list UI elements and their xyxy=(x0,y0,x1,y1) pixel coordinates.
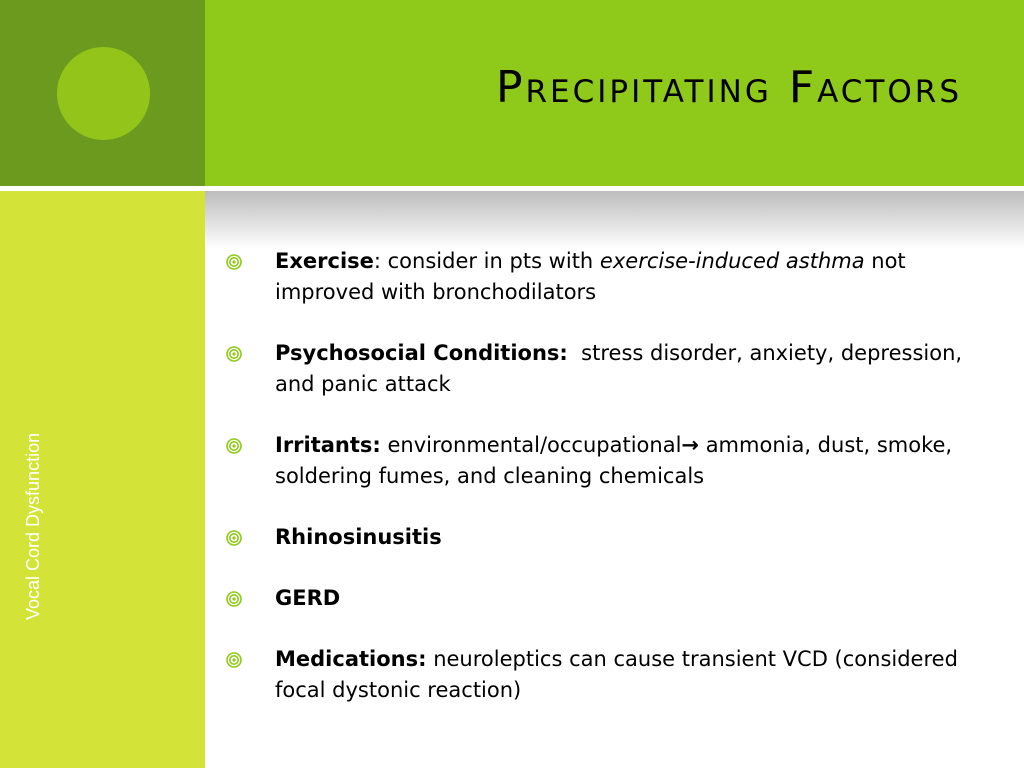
bullet-heading: Rhinosinusitis xyxy=(275,525,442,549)
bullet-body: ammonia, dust, smoke, soldering fumes, and cleaning chemicals xyxy=(275,433,953,488)
bullet-text xyxy=(275,430,986,492)
target-ring-icon xyxy=(226,338,275,369)
bullet-heading: Exercise xyxy=(275,249,374,273)
bullet-text xyxy=(275,644,986,706)
bullet-list xyxy=(226,246,986,736)
target-ring-icon xyxy=(226,522,275,553)
bullet-text xyxy=(275,338,986,400)
bullet-text xyxy=(275,522,986,553)
gradient-band xyxy=(205,191,1024,249)
bullet-text xyxy=(275,583,986,614)
bullet-body: environmental/occupational xyxy=(380,433,682,457)
bullet-body: neuroleptics can cause transient VCD (considered focal dystonic reaction) xyxy=(275,647,958,702)
bullet-text xyxy=(275,246,986,308)
bullet-item-psychosocial xyxy=(226,338,986,400)
target-ring-icon xyxy=(226,246,275,277)
title-band xyxy=(205,0,1024,186)
sidebar-vertical-label: Vocal Cord Dysfunction xyxy=(23,432,43,620)
bullet-body: not improved with bronchodilators xyxy=(275,249,906,304)
corner-block xyxy=(0,0,205,186)
bullet-heading: GERD xyxy=(275,586,341,610)
target-ring-icon xyxy=(226,583,275,614)
bullet-body: stress disorder, anxiety, depression, and panic attack xyxy=(275,341,969,396)
arrow-icon: → xyxy=(681,433,700,457)
target-ring-icon xyxy=(226,430,275,461)
bullet-heading: Irritants: xyxy=(275,433,381,457)
bullet-item-gerd xyxy=(226,583,986,614)
slide-title: Precipitating Factors xyxy=(495,62,962,113)
bullet-item-irritants xyxy=(226,430,986,492)
bullet-item-rhinosinusitis xyxy=(226,522,986,553)
bullet-emphasis: exercise-induced asthma xyxy=(599,249,865,273)
bullet-heading: Psychosocial Conditions: xyxy=(275,341,568,365)
bullet-body: : consider in pts with xyxy=(373,249,600,273)
bullet-heading: Medications: xyxy=(275,647,427,671)
target-ring-icon xyxy=(226,644,275,675)
bullet-item-medications xyxy=(226,644,986,706)
bullet-item-exercise xyxy=(226,246,986,308)
decorative-circle xyxy=(57,47,150,140)
